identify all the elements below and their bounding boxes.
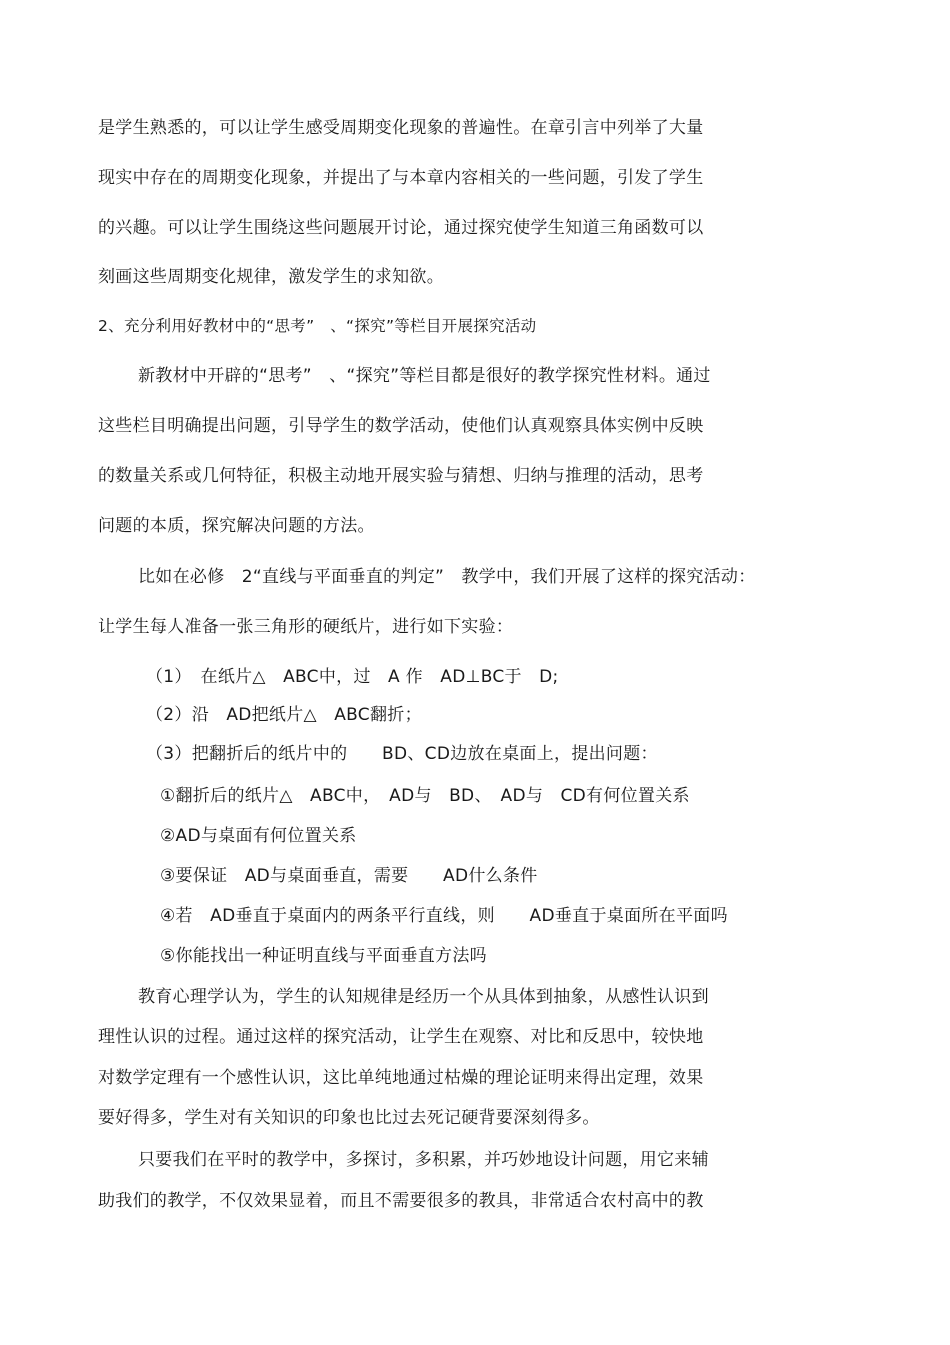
paragraph-line: 比如在必修 2“直线与平面垂直的判定” 教学中，我们开展了这样的探究活动：	[138, 567, 756, 587]
paragraph-line: 现实中存在的周期变化现象，并提出了与本章内容相关的一些问题，引发了学生	[98, 168, 704, 188]
paragraph-line: 的数量关系或几何特征，积极主动地开展实验与猜想、归纳与推理的活动，思考	[98, 466, 704, 486]
paragraph-line: 理性认识的过程。通过这样的探究活动，让学生在观察、对比和反思中，较快地	[98, 1027, 704, 1047]
question-item: ③要保证 AD与桌面垂直，需要 AD什么条件	[160, 866, 538, 886]
paragraph-line: 助我们的教学，不仅效果显着，而且不需要很多的教具，非常适合农村高中的教	[98, 1191, 704, 1211]
paragraph-line: 刻画这些周期变化规律，激发学生的求知欲。	[98, 267, 444, 287]
question-item: ⑤你能找出一种证明直线与平面垂直方法吗	[160, 946, 487, 966]
paragraph-line: 问题的本质，探究解决问题的方法。	[98, 516, 375, 536]
paragraph-line: 是学生熟悉的，可以让学生感受周期变化现象的普遍性。在章引言中列举了大量	[98, 118, 704, 138]
question-item: ④若 AD垂直于桌面内的两条平行直线，则 AD垂直于桌面所在平面吗	[160, 906, 728, 926]
list-item: （3）把翻折后的纸片中的 BD、CD边放在桌面上，提出问题：	[146, 744, 658, 764]
question-item: ②AD与桌面有何位置关系	[160, 826, 357, 846]
list-item: （1） 在纸片△ ABC中，过 A 作 AD⊥BC于 D;	[146, 667, 559, 687]
paragraph-line: 让学生每人准备一张三角形的硬纸片，进行如下实验：	[98, 617, 514, 637]
paragraph-line: 对数学定理有一个感性认识，这比单纯地通过枯燥的理论证明来得出定理，效果	[98, 1068, 704, 1088]
paragraph-line: 的兴趣。可以让学生围绕这些问题展开讨论，通过探究使学生知道三角函数可以	[98, 218, 704, 238]
list-item: （2）沿 AD把纸片△ ABC翻折；	[146, 705, 422, 725]
section-heading: 2、充分利用好教材中的“思考” 、“探究”等栏目开展探究活动	[98, 317, 537, 335]
question-item: ①翻折后的纸片△ ABC中， AD与 BD、 AD与 CD有何位置关系	[160, 786, 690, 806]
paragraph-line: 只要我们在平时的教学中，多探讨，多积累，并巧妙地设计问题，用它来辅	[138, 1150, 709, 1170]
paragraph-line: 教育心理学认为，学生的认知规律是经历一个从具体到抽象，从感性认识到	[138, 987, 709, 1007]
paragraph-line: 新教材中开辟的“思考” 、“探究”等栏目都是很好的教学探究性材料。通过	[138, 366, 711, 386]
paragraph-line: 要好得多，学生对有关知识的印象也比过去死记硬背要深刻得多。	[98, 1108, 600, 1128]
paragraph-line: 这些栏目明确提出问题，引导学生的数学活动，使他们认真观察具体实例中反映	[98, 416, 704, 436]
